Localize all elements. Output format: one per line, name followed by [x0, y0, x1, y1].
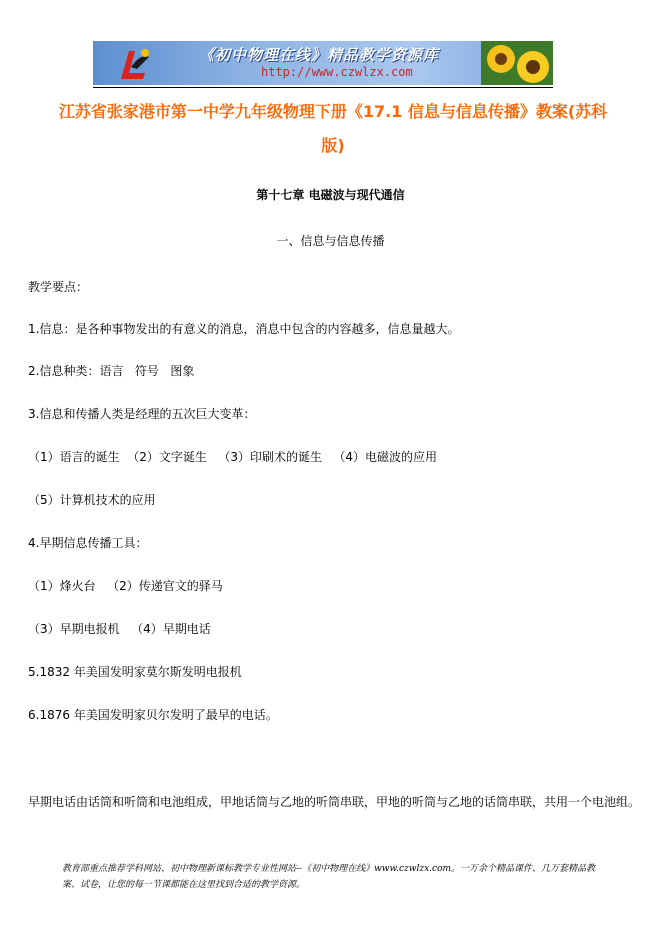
- paragraph: 3.信息和传播人类是经理的五次巨大变革：: [28, 407, 256, 421]
- paragraph: 5.1832 年美国发明家莫尔斯发明电报机: [28, 665, 242, 679]
- paragraph: 4.早期信息传播工具：: [28, 536, 148, 550]
- banner-title: 《初中物理在线》精品教学资源库: [199, 46, 440, 64]
- site-logo-icon: [115, 43, 155, 83]
- paragraph: （1）语言的诞生 （2）文字诞生 （3）印刷术的诞生 （4）电磁波的应用: [28, 450, 438, 464]
- paragraph: 2.信息种类：语言 符号 图象: [28, 364, 195, 378]
- section-heading: 一、信息与信息传播: [276, 234, 385, 248]
- chapter-heading: 第十七章 电磁波与现代通信: [256, 188, 405, 202]
- paragraph: 教学要点：: [28, 280, 89, 294]
- paragraph: （5）计算机技术的应用: [28, 493, 156, 507]
- paragraph: （3）早期电报机 （4）早期电话: [28, 622, 211, 636]
- footer-note: 教育部重点推荐学科网站、初中物理新课标教学专业性网站--《初中物理在线》www.czwlzx.com。一万余个精品课件、几万套精品教案、试卷，让您的每一节课都能在这里找到合适的教学资源。: [62, 864, 596, 890]
- paragraph: 1.信息：是各种事物发出的有意义的消息，消息中包含的内容越多，信息量越大。: [28, 322, 460, 336]
- document-title: 江苏省张家港市第一中学九年级物理下册《17.1 信息与信息传播》教案(苏科版): [58, 102, 608, 155]
- banner-url[interactable]: http://www.czwlzx.com: [261, 65, 413, 79]
- paragraph: 早期电话由话筒和听筒和电池组成，甲地话筒与乙地的听筒串联，甲地的听筒与乙地的话筒串联，共用一个电池组。: [28, 795, 641, 809]
- header-banner: [93, 41, 553, 85]
- sunflower-icon: [481, 41, 553, 85]
- header-divider: [93, 87, 553, 88]
- paragraph: （1）烽火台 （2）传递官文的驿马: [28, 579, 223, 593]
- paragraph: 6.1876 年美国发明家贝尔发明了最早的电话。: [28, 708, 278, 722]
